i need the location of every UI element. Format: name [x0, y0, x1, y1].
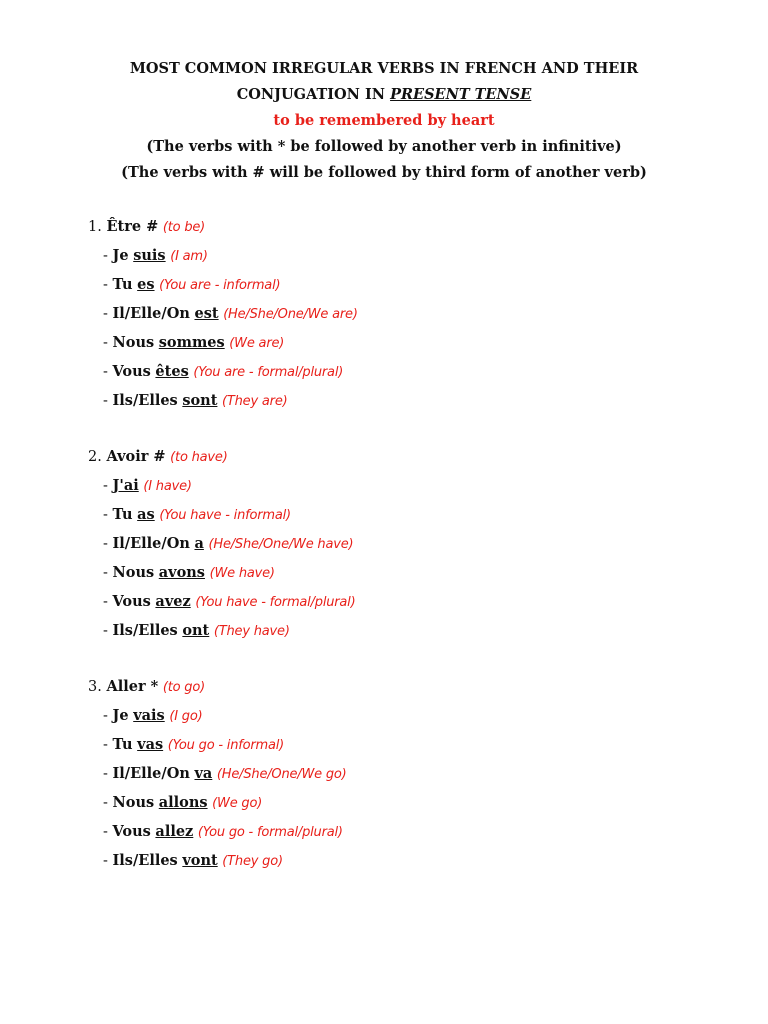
conjugation-row [88, 358, 728, 387]
conjugation-verb: vas [137, 736, 164, 753]
conjugation-verb: vont [182, 852, 218, 869]
conjugation-subject: Tu [112, 506, 133, 523]
conjugation-subject: Ils/Elles [112, 392, 178, 409]
conjugation-row [88, 818, 728, 847]
conjugation-dash: - [103, 248, 108, 264]
conjugation-translation: (You are - formal/plural) [193, 365, 344, 380]
conjugation-translation: (You have - formal/plural) [195, 595, 356, 610]
verb-meaning: (to go) [162, 680, 205, 695]
conjugation-row [88, 559, 728, 588]
conjugation-dash: - [103, 306, 108, 322]
memorize-note: to be remembered by heart [273, 112, 495, 129]
verb-meaning: (to have) [170, 450, 228, 465]
conjugation-dash: - [103, 364, 108, 380]
conjugation-subject: Ils/Elles [112, 622, 178, 639]
conjugation-dash: - [103, 737, 108, 753]
conjugation-verb: êtes [155, 363, 189, 380]
conjugation-translation: (You have - informal) [159, 508, 291, 523]
conjugation-verb: va [194, 765, 213, 782]
verb-block [88, 673, 728, 876]
conjugation-verb: vais [133, 707, 165, 724]
conjugation-subject: Je [112, 247, 129, 264]
conjugation-verb: est [194, 305, 219, 322]
verb-list [88, 213, 728, 903]
conjugation-row [88, 501, 728, 530]
conjugation-row [88, 300, 728, 329]
conjugation-dash: - [103, 565, 108, 581]
conjugation-row [88, 242, 728, 271]
conjugation-subject: Tu [112, 736, 133, 753]
conjugation-translation: (He/She/One/We go) [216, 767, 347, 782]
conjugation-subject: Nous [112, 564, 155, 581]
conjugation-dash: - [103, 853, 108, 869]
conjugation-subject: Il/Elle/On [112, 765, 190, 782]
conjugation-dash: - [103, 795, 108, 811]
conjugation-verb: sont [182, 392, 218, 409]
conjugation-dash: - [103, 507, 108, 523]
title-emphasis: PRESENT TENSE [390, 86, 532, 103]
conjugation-verb: ont [182, 622, 210, 639]
verb-meaning: (to be) [162, 220, 206, 235]
conjugation-subject: Ils/Elles [112, 852, 178, 869]
verb-number: 1. [88, 219, 102, 235]
verb-block [88, 443, 728, 646]
title-line2-prefix: CONJUGATION IN [236, 86, 391, 103]
verb-infinitive: Avoir # [106, 448, 166, 465]
conjugation-verb: avons [158, 564, 205, 581]
conjugation-row [88, 472, 728, 501]
conjugation-dash: - [103, 277, 108, 293]
verb-heading [88, 213, 728, 242]
verb-infinitive: Être # [106, 218, 159, 235]
conjugation-verb: suis [133, 247, 166, 264]
conjugation-translation: (They go) [222, 854, 283, 869]
conjugation-subject: Nous [112, 794, 155, 811]
conjugation-dash: - [103, 708, 108, 724]
conjugation-subject: Vous [112, 363, 151, 380]
conjugation-verb: sommes [158, 334, 225, 351]
conjugation-dash: - [103, 478, 108, 494]
conjugation-row [88, 387, 728, 416]
verb-heading [88, 673, 728, 702]
conjugation-verb: avez [155, 593, 191, 610]
conjugation-subject: Vous [112, 593, 151, 610]
conjugation-row [88, 702, 728, 731]
conjugation-verb: a [194, 535, 204, 552]
conjugation-row [88, 847, 728, 876]
conjugation-row [88, 588, 728, 617]
conjugation-dash: - [103, 766, 108, 782]
conjugation-dash: - [103, 335, 108, 351]
document-title-line1: MOST COMMON IRREGULAR VERBS IN FRENCH AND THEIR [129, 60, 639, 77]
document-header [0, 56, 768, 186]
conjugation-translation: (You are - informal) [159, 278, 281, 293]
conjugation-dash: - [103, 824, 108, 840]
conjugation-subject: Tu [112, 276, 133, 293]
verb-number: 3. [88, 679, 102, 695]
conjugation-subject: Je [112, 707, 129, 724]
conjugation-verb: es [137, 276, 155, 293]
conjugation-dash: - [103, 536, 108, 552]
conjugation-translation: (He/She/One/We are) [223, 307, 358, 322]
conjugation-dash: - [103, 623, 108, 639]
conjugation-subject: Vous [112, 823, 151, 840]
conjugation-verb: J'ai [112, 477, 139, 494]
conjugation-translation: (They are) [222, 394, 288, 409]
conjugation-dash: - [103, 393, 108, 409]
conjugation-translation: (He/She/One/We have) [208, 537, 354, 552]
conjugation-translation: (We have) [209, 566, 275, 581]
conjugation-translation: (I have) [143, 479, 192, 494]
conjugation-row [88, 617, 728, 646]
document-title-line2 [0, 82, 768, 108]
verb-block [88, 213, 728, 416]
conjugation-translation: (You go - informal) [167, 738, 285, 753]
infinitive-note: (The verbs with * be followed by another verb in infinitive) [146, 138, 622, 155]
conjugation-verb: allons [158, 794, 208, 811]
conjugation-dash: - [103, 594, 108, 610]
conjugation-row [88, 271, 728, 300]
conjugation-verb: allez [155, 823, 194, 840]
conjugation-translation: (They have) [213, 624, 290, 639]
conjugation-translation: (We go) [212, 796, 263, 811]
conjugation-subject: Il/Elle/On [112, 305, 190, 322]
conjugation-row [88, 530, 728, 559]
conjugation-translation: (I am) [170, 249, 208, 264]
conjugation-subject: Nous [112, 334, 155, 351]
conjugation-translation: (I go) [169, 709, 203, 724]
conjugation-subject: Il/Elle/On [112, 535, 190, 552]
conjugation-row [88, 329, 728, 358]
conjugation-verb: as [137, 506, 155, 523]
participle-note: (The verbs with # will be followed by third form of another verb) [121, 164, 647, 181]
conjugation-translation: (You go - formal/plural) [197, 825, 343, 840]
conjugation-row [88, 731, 728, 760]
conjugation-translation: (We are) [229, 336, 285, 351]
conjugation-row [88, 760, 728, 789]
verb-infinitive: Aller * [106, 678, 159, 695]
conjugation-row [88, 789, 728, 818]
verb-number: 2. [88, 449, 102, 465]
verb-heading [88, 443, 728, 472]
